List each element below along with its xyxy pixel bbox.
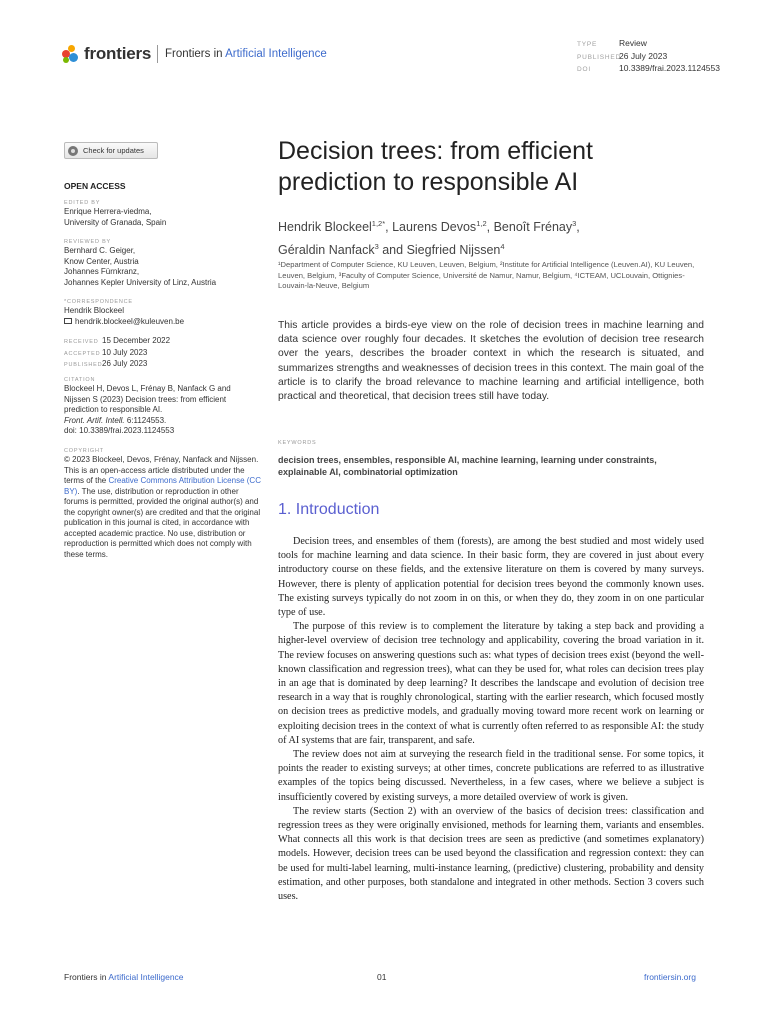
history-dates: RECEIVED 15 December 2022 ACCEPTED 10 July 2023 PUBLISHED 26 July 2023 (64, 336, 171, 368)
correspondence: *CORRESPONDENCE Hendrik Blockeel hendrik.blockeel@kuleuven.be (64, 298, 264, 327)
author[interactable]: Hendrik Blockeel$^{1,2*}$ (278, 219, 386, 235)
section-heading: 1. Introduction (278, 501, 380, 518)
frontiers-logo[interactable] (62, 44, 151, 64)
type-label: TYPE (577, 41, 598, 48)
reviewed-by: REVIEWED BY Bernhard C. Geiger, Know Center, Austria Johannes Fürnkranz, Johannes Kepler University of Linz, Austria (64, 239, 217, 287)
article-body (278, 535, 704, 904)
copyright: COPYRIGHT © 2023 Blockeel, Devos, Frénay, Nanfack and Nijssen. This is an open-access article distributed under the terms of the Creative Commons Attribution License (CC BY). The use, distribution or reproduction in other forums is permitted, provided the original author(s) and the copyright owner(s) are credited and that the original publication in this journal is cited, in accordance with accepted academic practice. No use, distribution or reproduction is permitted which does not comply with these terms. (64, 448, 261, 559)
doi-value[interactable]: 10.3389/frai.2023.1124553 (619, 63, 720, 73)
author[interactable]: Géraldin Nanfack$^3$ (278, 242, 379, 258)
author-list: Hendrik Blockeel$^{1,2*}$, Laurens Devos$^{1,2}$, Benoît Frénay$^3$, Géraldin Nanfack$^3$ and Siegfried Nijssen$^4$ (278, 219, 580, 258)
author[interactable]: Laurens Devos$^{1,2}$ (392, 219, 487, 235)
author[interactable]: Benoît Frénay$^3$ (493, 219, 577, 235)
type-value: Review (619, 38, 647, 48)
paragraph: The purpose of this review is to complement the literature by taking a step back and providing a higher-level overview of decision tree technology and applicability, covering the broad variation in it. The review focuses on answering questions such as: what types of decision trees exist (beyond the well-known classification and regression trees), what can they be used for, what roles can decision trees play in an age that is dominated by deep learning? It describes the landscape and evolution of decision tree research in a way that is roughly chronological, starting with the earlier research, which focused mostly on decision trees as predictive models, and gradually moving toward more recent work on learning or exploiting decision trees in the context of what is currently often referred to as responsible AI: the study of AI systems that are fair, transparent, and safe. (278, 621, 704, 746)
check-for-updates-button[interactable]: Check for updates (64, 142, 158, 159)
affiliations: ¹Department of Computer Science, KU Leuven, Leuven, Belgium, ²Institute for Artificial Intelligence (Leuven.AI), KU Leuven, Leuven, Belgium, ³Faculty of Computer Science, Université de Namur, Namur, Belgium, ⁴ICTEAM, UCLouvain, Ottignies-Louvain-la-Neuve, Belgium (278, 260, 695, 290)
author[interactable]: Siegfried Nijssen$^4$ (406, 242, 505, 258)
frontiers-logo-icon (62, 45, 80, 63)
citation: CITATION Blockeel H, Devos L, Frénay B, Nanfack G and Nijssen S (2023) Decision trees: from efficient prediction to responsible AI. Front. Artif. Intell. 6:1124553. doi: 10.3389/frai.2023.1124553 (64, 377, 231, 435)
doi-label: DOI (577, 66, 591, 73)
cc-by-license-link[interactable]: Creative Commons Attribution License (CC BY) (64, 476, 261, 496)
brand-name: frontiers (84, 44, 152, 63)
footer-site-link[interactable]: frontiersin.org (644, 972, 696, 982)
abstract: This article provides a birds-eye view on the role of decision trees in machine learning and data science over roughly four decades. It sketches the evolution of decision tree research over the years, describes the broader context in which the research is situated, and summarizes strengths and weaknesses of decision trees in this context. The main goal of the article is to clarify the broad relevance to machine learning and artificial intelligence, both practical and theoretical, that decision trees still have today. (278, 320, 704, 403)
header-divider (157, 45, 158, 63)
journal-name[interactable]: Frontiers in Artificial Intelligence (165, 48, 327, 60)
mail-icon (64, 318, 72, 324)
article-meta (577, 38, 720, 76)
email-link[interactable]: hendrik.blockeel@kuleuven.be (64, 317, 264, 328)
open-access: OPEN ACCESS (64, 181, 126, 191)
footer-journal[interactable]: Frontiers in Artificial Intelligence (64, 972, 184, 982)
published-value: 26 July 2023 (619, 50, 668, 61)
paragraph: Decision trees, and ensembles of them (forests), are among the best studied and most widely used tools for machine learning and data science. In their basic form, they are covered in just about every introductory course on these fields, and the extensive literature on them is covered by many surveys. However, there is plenty of application potential for decision trees beyond the commonly known uses. The existing surveys typically do not zoom in on this, or when they do, they zoom in on one particular type of use. (278, 536, 704, 619)
page-number: 01 (377, 972, 387, 982)
edited-by: EDITED BY Enrique Herrera-viedma, University of Granada, Spain (64, 200, 167, 227)
update-icon (68, 146, 78, 156)
paragraph: The review does not aim at surveying the research field in the traditional sense. For some topics, it points the reader to existing surveys; at other times, concrete publications are referred to as illustrative examples of the topics being discussed. Nevertheless, in a few cases, where we believe a subject is insufficiently covered by existing surveys, a more detailed overview of work is given. (278, 749, 704, 803)
paragraph: The review starts (Section 2) with an overview of the basics of decision trees: classification and regression trees as they were originally envisioned, methods for learning them, variants and ensembles. What connects all this work is that decision trees are seen as predictive (and sometimes explanatory) models. However, decision trees can be used beyond the classification and regression context: they can be used for multi-label learning, multi-instance learning, (predictive) clustering, probability and density estimation, and other purposes, both standalone and integrated in other methods. Section 3 covers such uses. (278, 805, 704, 903)
article-title: Decision trees: from efficient prediction to responsible AI (278, 137, 593, 196)
keywords-label: KEYWORDS (278, 440, 317, 446)
keywords: decision trees, ensembles, responsible AI, machine learning, learning under constraints, explainable AI, combinatorial optimization (278, 455, 657, 477)
published-label: PUBLISHED (577, 53, 622, 61)
